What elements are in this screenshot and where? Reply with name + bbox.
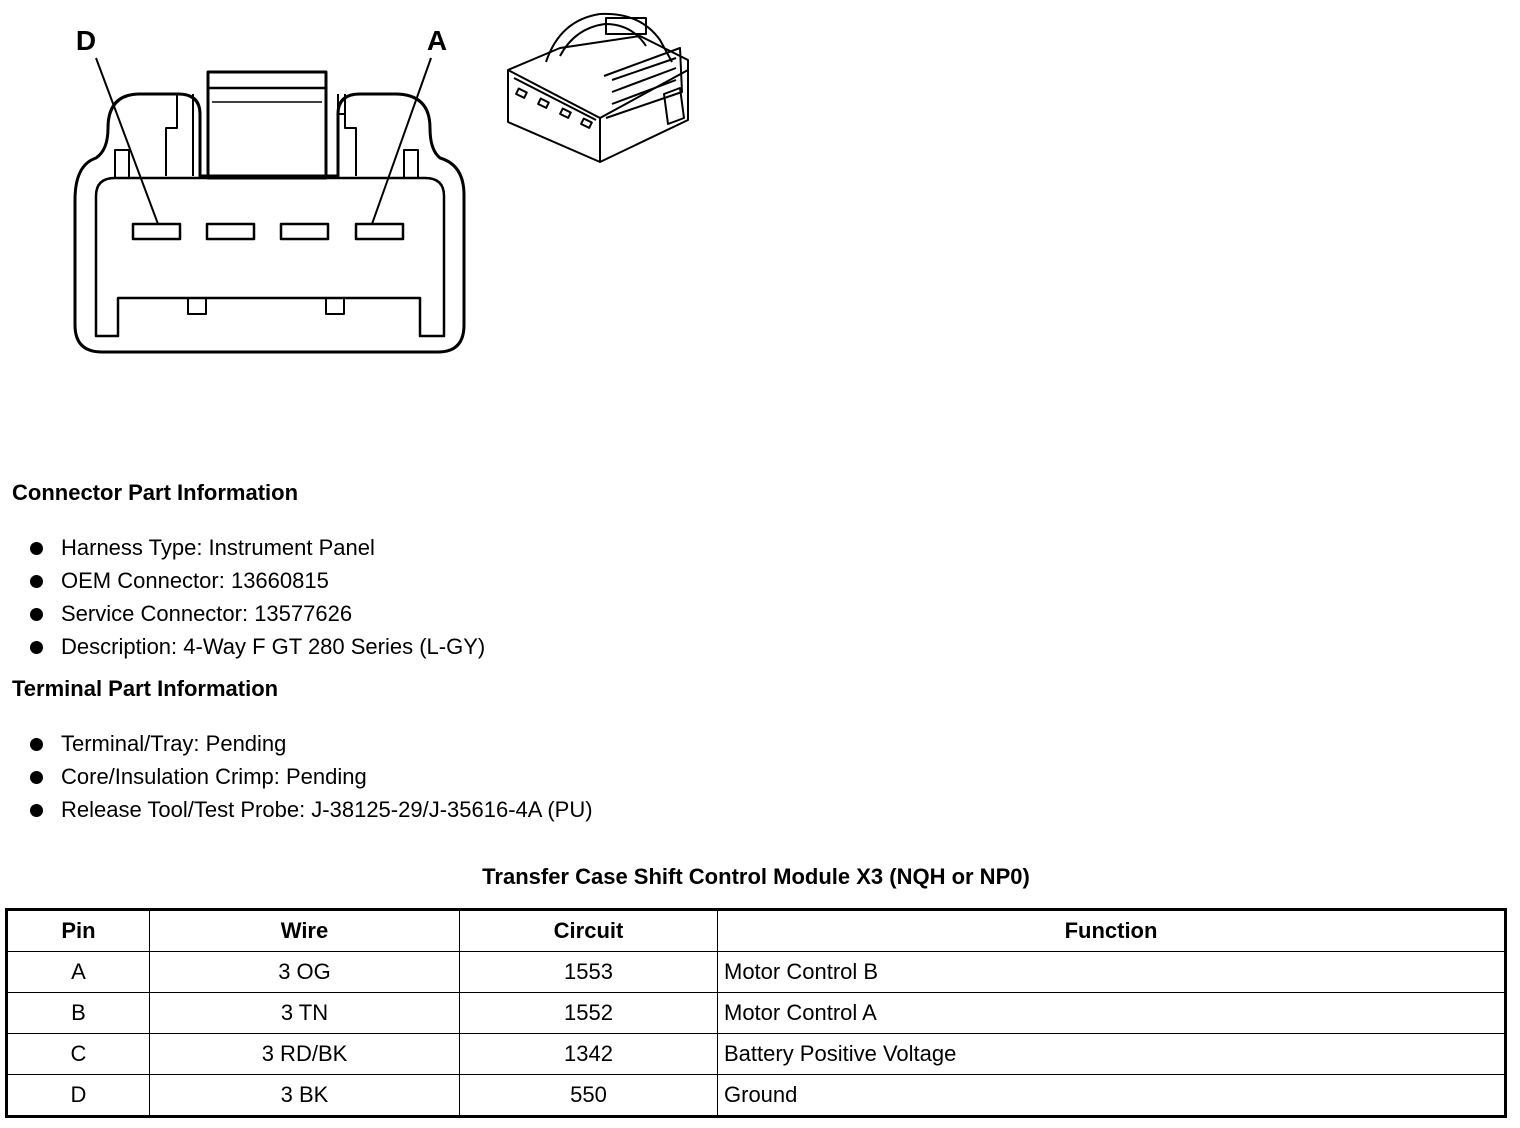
oem-connector: OEM Connector: 13660815 bbox=[61, 568, 329, 593]
table-row bbox=[7, 1034, 1506, 1075]
wire-cell: 3 TN bbox=[150, 993, 460, 1034]
terminal-cavity-b bbox=[281, 224, 328, 239]
terminal-part-info-heading: Terminal Part Information bbox=[12, 676, 279, 701]
wire-cell: 3 BK bbox=[150, 1075, 460, 1117]
pin-cell: B bbox=[7, 993, 150, 1034]
terminal-cavity-c bbox=[207, 224, 254, 239]
bullet-icon bbox=[30, 641, 43, 654]
wire-cell: 3 RD/BK bbox=[150, 1034, 460, 1075]
connector-face-view bbox=[75, 58, 464, 352]
list-item bbox=[30, 760, 593, 793]
list-item bbox=[30, 793, 593, 826]
function-cell: Motor Control A bbox=[718, 993, 1506, 1034]
terminal-cavity-a bbox=[356, 224, 403, 239]
function-cell: Battery Positive Voltage bbox=[718, 1034, 1506, 1075]
header-circuit: Circuit bbox=[460, 910, 718, 952]
list-item bbox=[30, 531, 485, 564]
pin-cell: A bbox=[7, 952, 150, 993]
table-header-row bbox=[7, 910, 1506, 952]
bullet-icon bbox=[30, 738, 43, 751]
circuit-cell: 1342 bbox=[460, 1034, 718, 1075]
bullet-icon bbox=[30, 608, 43, 621]
harness-type: Harness Type: Instrument Panel bbox=[61, 535, 375, 560]
function-cell: Ground bbox=[718, 1075, 1506, 1117]
bullet-icon bbox=[30, 804, 43, 817]
header-pin: Pin bbox=[7, 910, 150, 952]
pin-label-d: D bbox=[75, 25, 97, 56]
connector-diagram bbox=[0, 0, 720, 380]
header-function: Function bbox=[718, 910, 1506, 952]
terminal-cavity-d bbox=[133, 224, 180, 239]
pinout-table-title: Transfer Case Shift Control Module X3 (NQH or NP0) bbox=[482, 864, 1030, 889]
list-item bbox=[30, 630, 485, 663]
terminal-part-info-list bbox=[30, 727, 593, 826]
connector-part-info-heading: Connector Part Information bbox=[12, 480, 299, 505]
description: Description: 4-Way F GT 280 Series (L-GY) bbox=[61, 634, 486, 659]
pin-cell: D bbox=[7, 1075, 150, 1117]
table-row bbox=[7, 1075, 1506, 1117]
connector-part-info-list bbox=[30, 531, 485, 663]
release-tool: Release Tool/Test Probe: J-38125-29/J-35616-4A (PU) bbox=[61, 797, 593, 822]
function-cell: Motor Control B bbox=[718, 952, 1506, 993]
wire-cell: 3 OG bbox=[150, 952, 460, 993]
connector-3d-view bbox=[508, 14, 688, 162]
bullet-icon bbox=[30, 542, 43, 555]
core-insulation-crimp: Core/Insulation Crimp: Pending bbox=[61, 764, 367, 789]
circuit-cell: 1553 bbox=[460, 952, 718, 993]
pin-label-a: A bbox=[426, 25, 448, 56]
service-connector: Service Connector: 13577626 bbox=[61, 601, 353, 626]
bullet-icon bbox=[30, 575, 43, 588]
terminal-tray: Terminal/Tray: Pending bbox=[61, 731, 287, 756]
table-row bbox=[7, 952, 1506, 993]
bullet-icon bbox=[30, 771, 43, 784]
header-wire: Wire bbox=[150, 910, 460, 952]
list-item bbox=[30, 727, 593, 760]
list-item bbox=[30, 564, 485, 597]
list-item bbox=[30, 597, 485, 630]
circuit-cell: 550 bbox=[460, 1075, 718, 1117]
circuit-cell: 1552 bbox=[460, 993, 718, 1034]
table-row bbox=[7, 993, 1506, 1034]
pin-cell: C bbox=[7, 1034, 150, 1075]
pinout-table bbox=[5, 908, 1507, 1118]
